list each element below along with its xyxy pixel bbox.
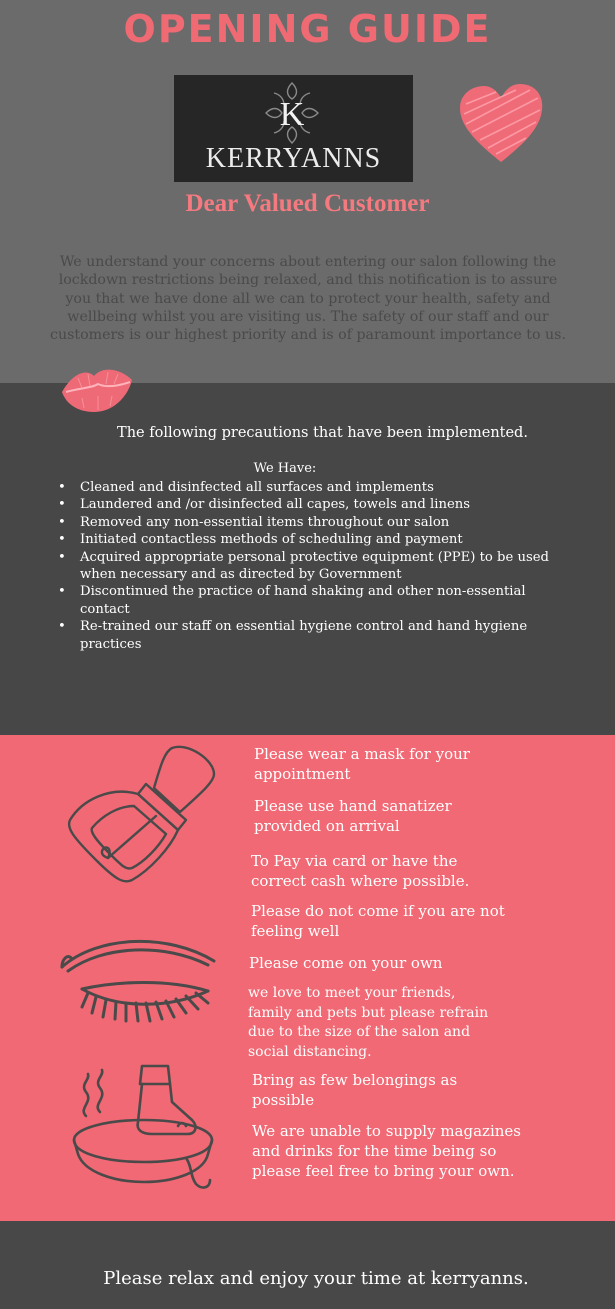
guideline-belongings: Bring as few belongings as possible (252, 1071, 458, 1109)
list-item: • Removed any non-essential items throughout our salon (58, 514, 563, 531)
heart-icon (456, 82, 546, 166)
svg-text:K: K (279, 96, 305, 133)
guideline-mask: Please wear a mask for your appointment (254, 745, 470, 783)
nail-polish-icon (60, 740, 220, 890)
list-item: • Discontinued the practice of hand shaking and other non-essential contact (58, 583, 563, 618)
intro-paragraph: We understand your concerns about entering our salon following the lockdown restrictions being relaxed, and this notification is to assure you that we have done all we can to protect your health, safety and wellbeing whilst you are visiting us. The safety of our staff and our customers is our highest priority and is of paramount importance to us. (50, 254, 566, 344)
guideline-magazines: We are unable to supply magazines and drinks for the time being so please feel free to bring your own. (252, 1122, 521, 1180)
closing-message: Please relax and enjoy your time at kerryanns. (103, 1268, 529, 1289)
guideline-payment: To Pay via card or have the correct cash where possible. (251, 852, 470, 890)
list-item: • Acquired appropriate personal protective equipment (PPE) to be used when necessary and as directed by Government (58, 549, 563, 584)
list-item: • Laundered and /or disinfected all capes, towels and linens (58, 496, 563, 513)
precautions-title: The following precautions that have been implemented. (117, 425, 528, 441)
greeting-heading: Dear Valued Customer (185, 190, 430, 217)
guideline-unwell: Please do not come if you are not feeling well (251, 902, 505, 940)
kerryanns-logo (174, 75, 413, 182)
page-title: OPENING GUIDE (123, 7, 492, 51)
list-item: • Initiated contactless methods of scheduling and payment (58, 531, 563, 548)
precautions-list (58, 479, 563, 653)
closing-section (0, 1221, 615, 1309)
logo-wordmark: KERRYANNS (205, 143, 382, 174)
list-item: • Re-trained our staff on essential hygiene control and hand hygiene practices (58, 618, 563, 653)
guideline-come-alone: Please come on your own (249, 954, 443, 972)
lips-icon (58, 362, 136, 418)
eyelash-icon (58, 935, 218, 1025)
foot-spa-icon (68, 1062, 218, 1192)
precautions-intro: We Have: (253, 461, 317, 476)
guideline-hand-sanitizer: Please use hand sanatizer provided on arrival (254, 797, 452, 835)
logo-emblem-icon (262, 81, 322, 145)
list-item: • Cleaned and disinfected all surfaces and implements (58, 479, 563, 496)
guideline-friends-family: we love to meet your friends, family and pets but please refrain due to the size of the salon and social distancing. (248, 985, 489, 1060)
